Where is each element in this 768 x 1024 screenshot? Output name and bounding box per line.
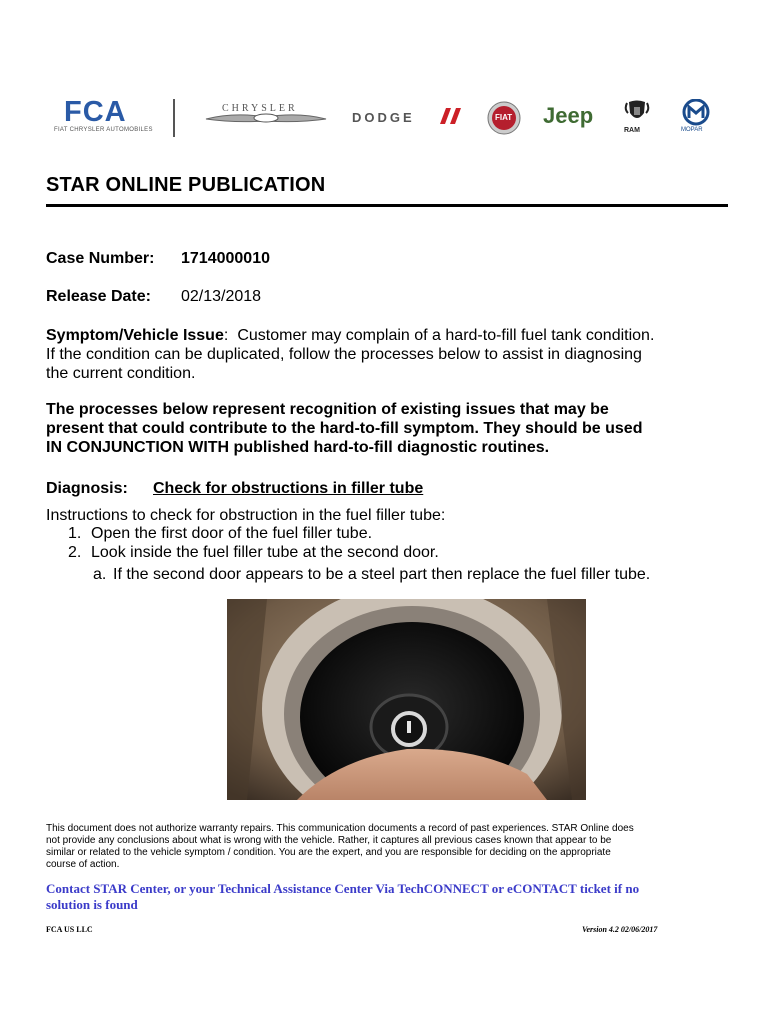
disclaimer-line3: similar or related to the vehicle symptom / condition. You are the expert, and you are responsible for deciding on the appropriate xyxy=(46,847,611,858)
dodge-stripes-icon xyxy=(440,108,464,124)
symptom-colon: : xyxy=(223,327,229,344)
disclaimer-line2: not provide any conclusions about what is wrong with the vehicle. Rather, it captures all previous cases known that appear to be xyxy=(46,835,612,846)
footer-company: FCA US LLC xyxy=(46,925,93,934)
step2a-letter: a. xyxy=(93,566,107,583)
symptom-text-line3: the current condition. xyxy=(46,365,196,382)
chrysler-logo: CHRYSLER xyxy=(222,103,298,114)
disclaimer xyxy=(46,823,736,871)
fiat-logo-text: FIAT xyxy=(495,113,513,122)
case-number-label: Case Number: xyxy=(46,250,155,267)
step1-text: Open the first door of the fuel filler tube. xyxy=(91,525,373,542)
contact-line2: solution is found xyxy=(46,897,138,912)
footer-version: Version 4.2 02/06/2017 xyxy=(582,925,658,934)
release-date-value: 02/13/2018 xyxy=(181,288,262,305)
case-number-row xyxy=(46,250,154,268)
ram-logo: RAM xyxy=(624,127,640,134)
step2-text: Look inside the fuel filler tube at the second door. xyxy=(91,544,439,561)
title-divider xyxy=(46,204,728,207)
dodge-logo: DODGE xyxy=(352,110,415,125)
step1-number: 1. xyxy=(68,525,82,542)
fca-logo-subtitle: FIAT CHRYSLER AUTOMOBILES xyxy=(54,127,153,133)
contact-line1: Contact STAR Center, or your Technical Assistance Center Via TechCONNECT or eCONTACT ticket if no xyxy=(46,881,640,896)
fca-logo: FCA xyxy=(64,96,127,128)
diagnosis-value: Check for obstructions in filler tube xyxy=(153,480,424,497)
case-number-value: 1714000010 xyxy=(181,250,270,267)
symptom-text-line1: Customer may complain of a hard-to-fill fuel tank condition. xyxy=(237,327,655,344)
symptom-paragraph xyxy=(46,326,736,383)
notice-line1: The processes below represent recognition of existing issues that may be xyxy=(46,401,609,418)
contact-notice xyxy=(46,881,736,913)
diagnosis-label: Diagnosis: xyxy=(46,480,128,497)
page-title: STAR ONLINE PUBLICATION xyxy=(46,174,326,196)
jeep-logo: Jeep xyxy=(543,103,594,128)
filler-tube-photo xyxy=(227,599,586,800)
ram-head-icon xyxy=(624,99,650,125)
disclaimer-line1: This document does not authorize warranty repairs. This communication documents a record of past experiences. STAR Online does xyxy=(46,823,634,834)
logo-divider xyxy=(173,99,175,137)
release-date-label: Release Date: xyxy=(46,288,151,305)
notice-line3: IN CONJUNCTION WITH published hard-to-fill diagnostic routines. xyxy=(46,439,550,456)
mopar-m-icon xyxy=(681,99,711,127)
step2-number: 2. xyxy=(68,544,82,561)
instructions-intro: Instructions to check for obstruction in the fuel filler tube: xyxy=(46,507,446,524)
step2a-text: If the second door appears to be a steel part then replace the fuel filler tube. xyxy=(113,566,651,583)
disclaimer-line4: course of action. xyxy=(46,859,120,870)
symptom-text-line2: If the condition can be duplicated, follow the processes below to assist in diagnosing xyxy=(46,346,642,363)
notice-paragraph xyxy=(46,400,736,457)
notice-line2: present that could contribute to the hard-to-fill symptom. They should be used xyxy=(46,420,643,437)
filler-tube-photo-image xyxy=(227,599,586,800)
symptom-label: Symptom/Vehicle Issue xyxy=(46,327,224,344)
mopar-logo: MOPAR xyxy=(681,127,703,133)
